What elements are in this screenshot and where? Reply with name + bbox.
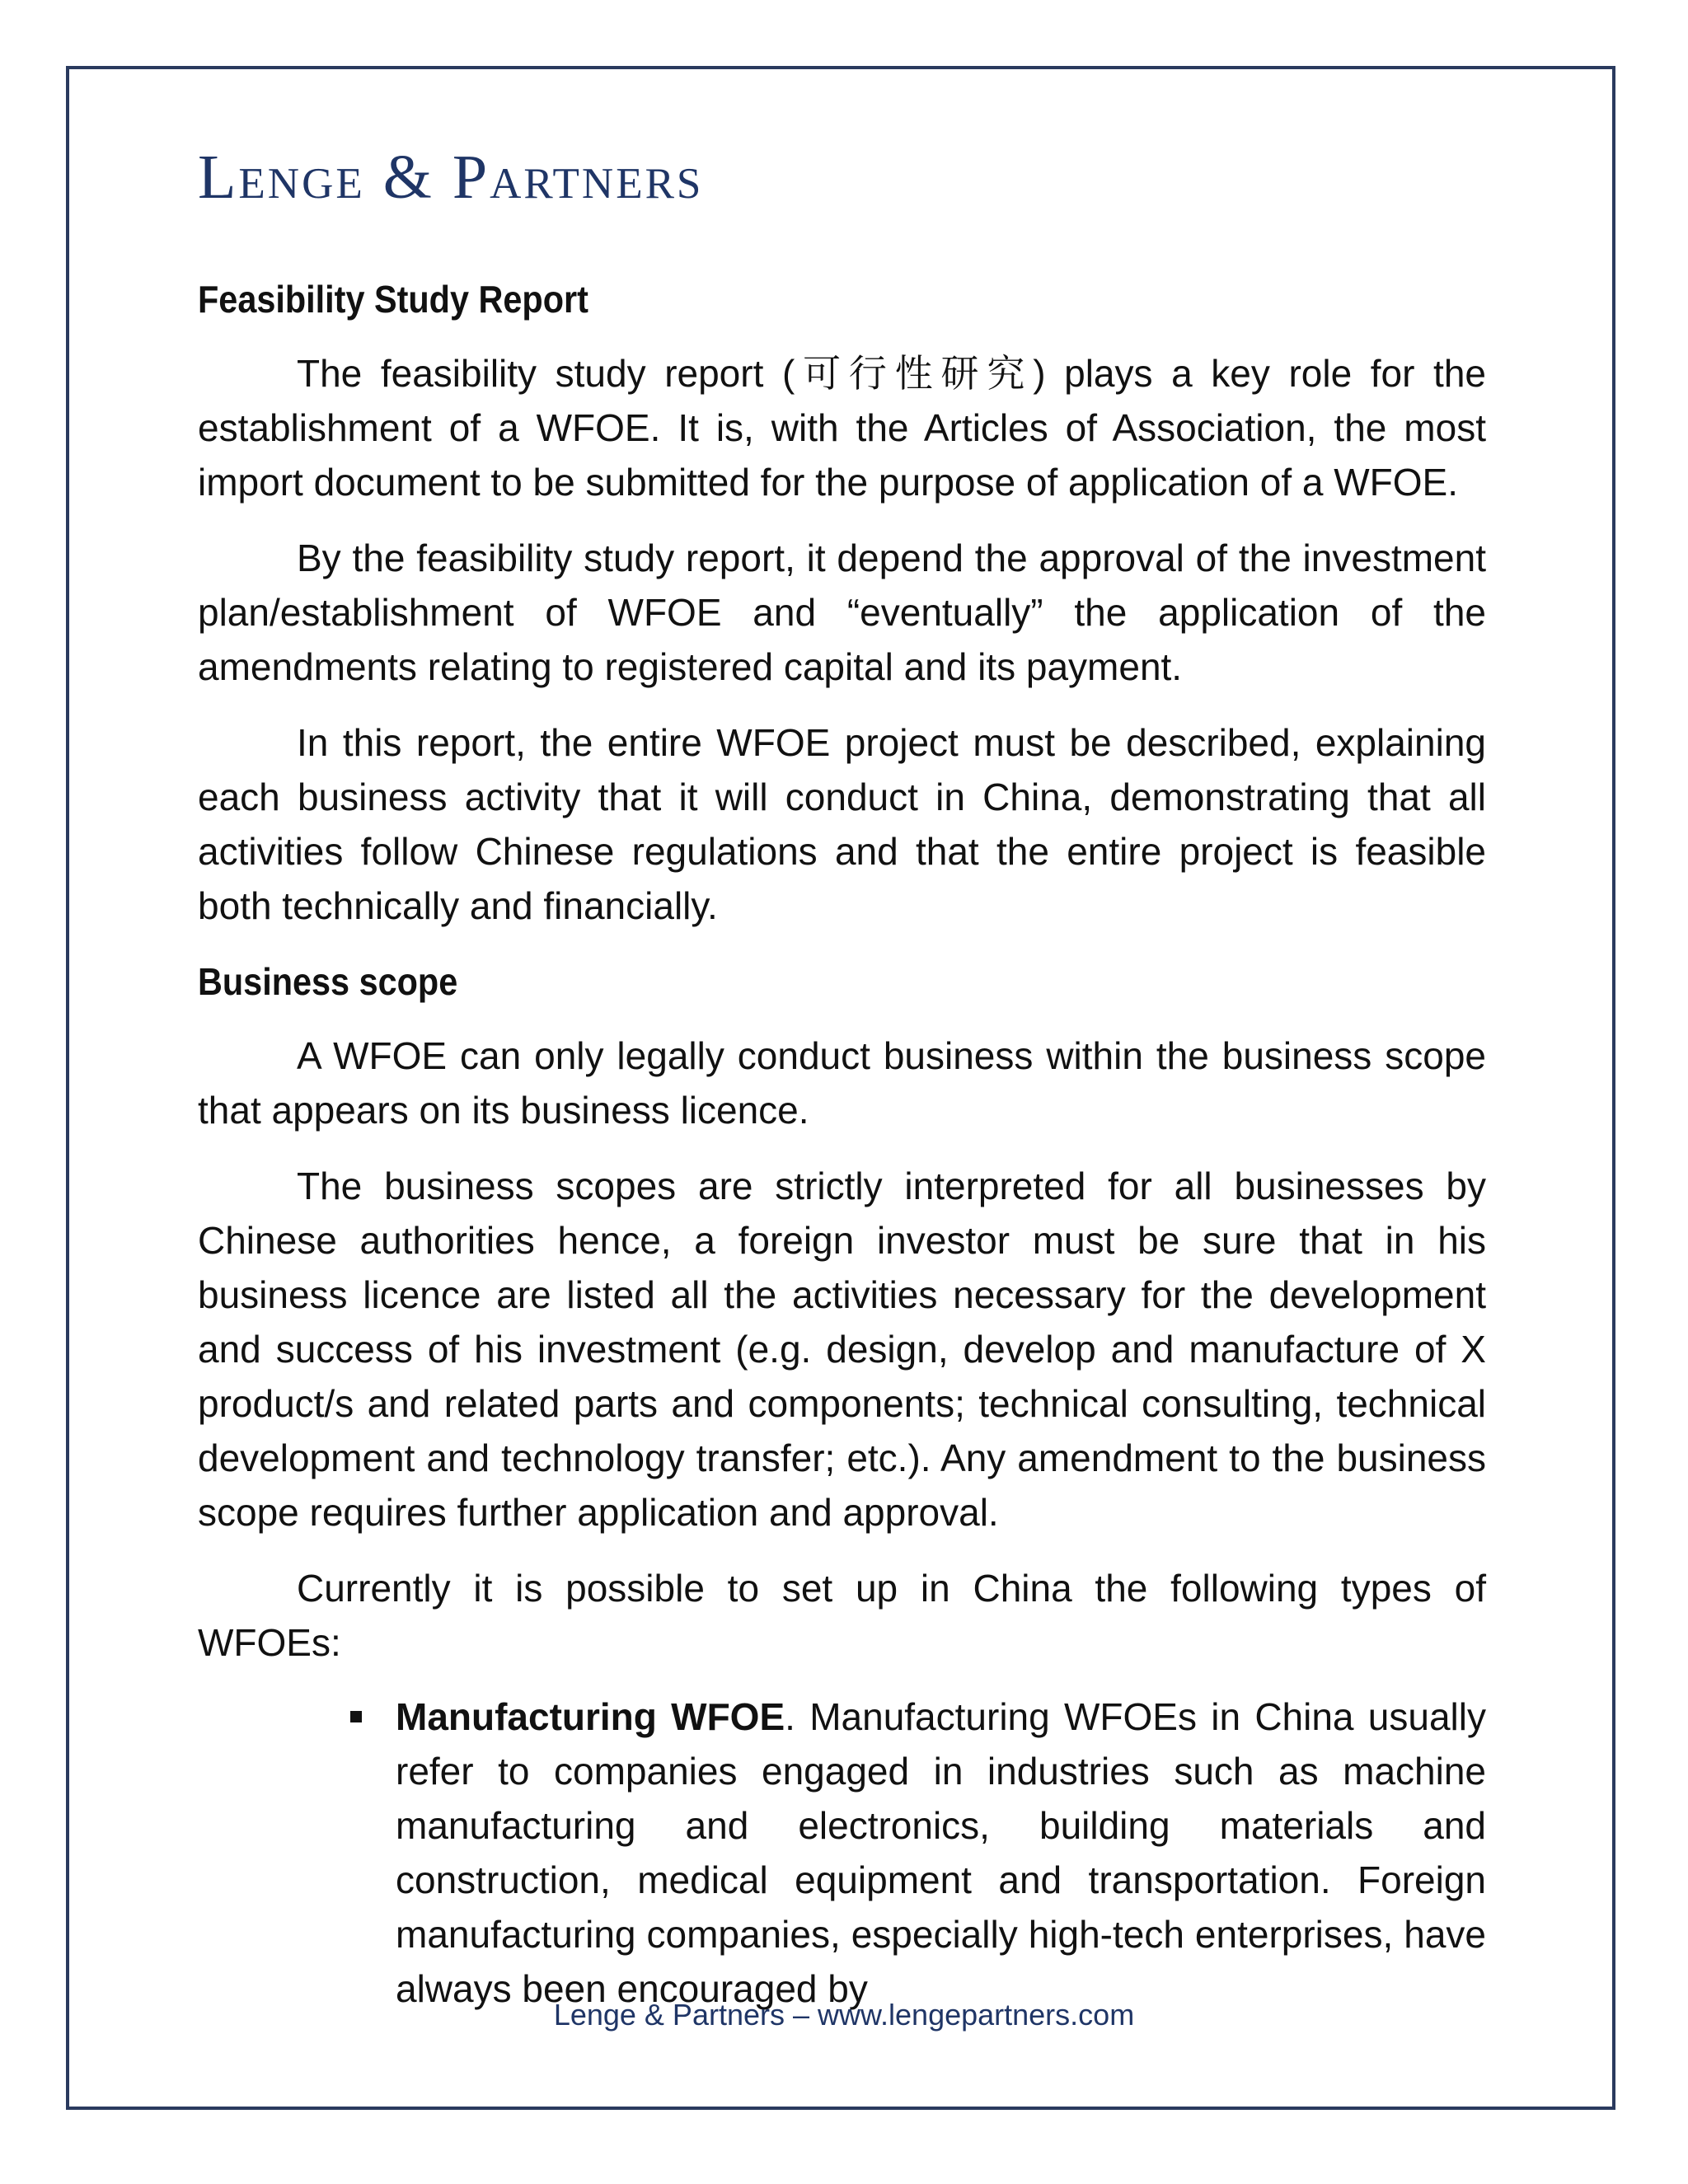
paragraph: The feasibility study report (可行性研究) plays a key role for the establishment of a WFOE. It is, with the Articles of Association, the most import document to be submitted for the purpose of application of a WFOE. <box>198 352 1486 504</box>
paragraph: By the feasibility study report, it depend the approval of the investment plan/establishment of WFOE and “eventually” the application of the amendments relating to registered capital and its payment. <box>198 537 1486 688</box>
page-footer: Lenge & Partners – www.lengepartners.com <box>553 1998 1135 2032</box>
paragraph: Currently it is possible to set up in China the following types of WFOEs: <box>198 1567 1486 1664</box>
paragraph: A WFOE can only legally conduct business within the business scope that appears on its business licence. <box>198 1034 1486 1132</box>
paragraph: The business scopes are strictly interpreted for all businesses by Chinese authorities hence, a foreign investor must be sure that in his business licence are listed all the activities necessary for the development and success of his investment (e.g. design, develop and manufacture of X product/s and related parts and components; technical consulting, technical development and technology transfer; etc.). Any amendment to the business scope requires further application and approval. <box>198 1165 1486 1534</box>
section-heading-business-scope: Business scope <box>198 960 458 1003</box>
wfoe-types-list <box>198 1690 1486 2016</box>
list-item-title: Manufacturing WFOE <box>396 1695 785 1738</box>
list-item-text: . Manufacturing WFOEs in China usually refer to companies engaged in industries such as machine manufacturing and electronics, building materials and construction, medical equipment and transportation. Foreign manufacturing companies, especially high-tech enterprises, have always been encouraged by <box>396 1695 1486 2010</box>
paragraph: In this report, the entire WFOE project must be described, explaining each business activity that it will conduct in China, demonstrating that all activities follow Chinese regulations and that the entire project is feasible both technically and financially. <box>198 721 1486 927</box>
list-item <box>198 1690 1486 2016</box>
square-bullet-icon <box>350 1711 362 1722</box>
section-heading-feasibility: Feasibility Study Report <box>198 278 588 321</box>
brand-logo: Lenge & Partners <box>198 143 704 212</box>
document-body <box>198 272 1486 2016</box>
